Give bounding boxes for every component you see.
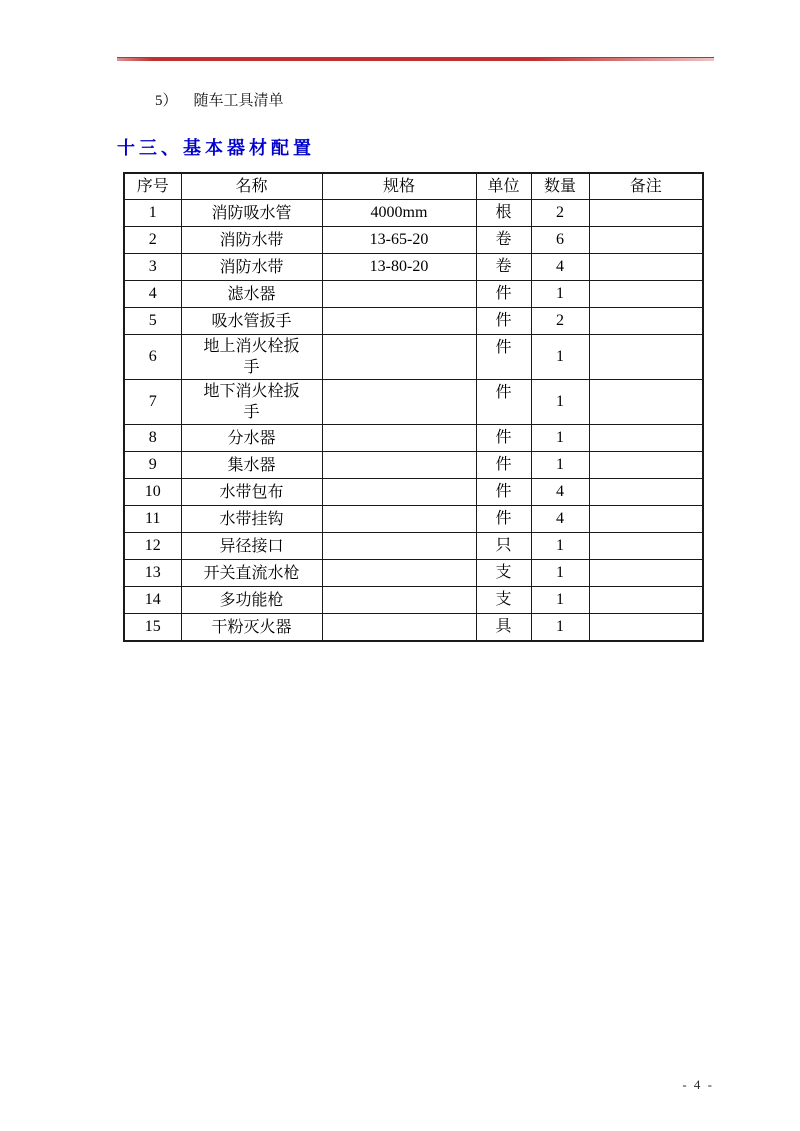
- item-spec: [322, 614, 476, 642]
- item-qty: 1: [531, 281, 589, 308]
- table-row: [124, 200, 703, 227]
- item-spec: [322, 380, 476, 425]
- item-unit: 件: [476, 425, 531, 452]
- row-number: 11: [124, 506, 181, 533]
- item-unit: 根: [476, 200, 531, 227]
- item-qty: 4: [531, 254, 589, 281]
- row-number: 9: [124, 452, 181, 479]
- item-qty: 1: [531, 614, 589, 642]
- item-spec: [322, 281, 476, 308]
- item-name: 消防水带: [181, 254, 322, 281]
- row-number: 3: [124, 254, 181, 281]
- item-spec: [322, 506, 476, 533]
- row-number: 14: [124, 587, 181, 614]
- item-note: [589, 479, 703, 506]
- item-qty: 1: [531, 587, 589, 614]
- item-unit: 件: [476, 281, 531, 308]
- item-unit: 支: [476, 560, 531, 587]
- row-number: 1: [124, 200, 181, 227]
- row-number: 13: [124, 560, 181, 587]
- item-note: [589, 200, 703, 227]
- item-unit: 件: [476, 380, 531, 425]
- table-row: [124, 227, 703, 254]
- item-unit: 件: [476, 506, 531, 533]
- list-item-text: 随车工具清单: [193, 93, 284, 109]
- table-row: [124, 425, 703, 452]
- item-spec: [322, 560, 476, 587]
- item-note: [589, 587, 703, 614]
- item-qty: 4: [531, 479, 589, 506]
- item-spec: [322, 533, 476, 560]
- item-qty: 2: [531, 308, 589, 335]
- item-name: 地下消火栓扳手: [181, 380, 322, 425]
- section-heading: 十三、基本器材配置: [117, 138, 315, 158]
- item-spec: [322, 335, 476, 380]
- table-row: [124, 308, 703, 335]
- item-qty: 2: [531, 200, 589, 227]
- table-row: [124, 479, 703, 506]
- item-name: 水带包布: [181, 479, 322, 506]
- table-row: [124, 560, 703, 587]
- item-unit: 件: [476, 335, 531, 380]
- table-row: [124, 614, 703, 642]
- item-name: 吸水管扳手: [181, 308, 322, 335]
- table-row: [124, 587, 703, 614]
- item-unit: 件: [476, 452, 531, 479]
- table-row: [124, 452, 703, 479]
- table-row: [124, 254, 703, 281]
- item-unit: 只: [476, 533, 531, 560]
- table-row: [124, 380, 703, 425]
- item-name: 集水器: [181, 452, 322, 479]
- item-note: [589, 227, 703, 254]
- table-row: [124, 281, 703, 308]
- item-qty: 1: [531, 452, 589, 479]
- item-qty: 6: [531, 227, 589, 254]
- row-number: 6: [124, 335, 181, 380]
- item-unit: 件: [476, 479, 531, 506]
- item-name: 干粉灭火器: [181, 614, 322, 642]
- list-item: [155, 92, 284, 110]
- page-number: - 4 -: [682, 1077, 714, 1092]
- item-note: [589, 452, 703, 479]
- row-number: 7: [124, 380, 181, 425]
- row-number: 10: [124, 479, 181, 506]
- item-spec: 13-65-20: [322, 227, 476, 254]
- item-note: [589, 254, 703, 281]
- item-note: [589, 560, 703, 587]
- row-number: 12: [124, 533, 181, 560]
- table-header-row: [124, 173, 703, 200]
- item-name: 水带挂钩: [181, 506, 322, 533]
- column-header: 数量: [531, 173, 589, 200]
- column-header: 备注: [589, 173, 703, 200]
- column-header: 名称: [181, 173, 322, 200]
- table-row: [124, 533, 703, 560]
- item-spec: [322, 587, 476, 614]
- item-qty: 1: [531, 335, 589, 380]
- table-body: [124, 200, 703, 642]
- item-unit: 卷: [476, 227, 531, 254]
- column-header: 单位: [476, 173, 531, 200]
- item-spec: 4000mm: [322, 200, 476, 227]
- item-note: [589, 533, 703, 560]
- item-spec: [322, 425, 476, 452]
- row-number: 15: [124, 614, 181, 642]
- column-header: 规格: [322, 173, 476, 200]
- item-qty: 1: [531, 425, 589, 452]
- item-note: [589, 425, 703, 452]
- item-spec: [322, 308, 476, 335]
- item-qty: 1: [531, 560, 589, 587]
- item-name: 地上消火栓扳手: [181, 335, 322, 380]
- item-unit: 卷: [476, 254, 531, 281]
- header-rule: [117, 57, 714, 61]
- item-unit: 支: [476, 587, 531, 614]
- item-note: [589, 380, 703, 425]
- item-name: 多功能枪: [181, 587, 322, 614]
- item-unit: 具: [476, 614, 531, 642]
- item-name: 开关直流水枪: [181, 560, 322, 587]
- row-number: 2: [124, 227, 181, 254]
- column-header: 序号: [124, 173, 181, 200]
- item-name: 分水器: [181, 425, 322, 452]
- item-note: [589, 506, 703, 533]
- row-number: 4: [124, 281, 181, 308]
- item-note: [589, 281, 703, 308]
- item-note: [589, 335, 703, 380]
- list-item-number: 5）: [155, 93, 178, 109]
- item-note: [589, 308, 703, 335]
- item-spec: [322, 479, 476, 506]
- row-number: 8: [124, 425, 181, 452]
- item-unit: 件: [476, 308, 531, 335]
- item-spec: [322, 452, 476, 479]
- item-name: 消防水带: [181, 227, 322, 254]
- item-note: [589, 614, 703, 642]
- item-name: 异径接口: [181, 533, 322, 560]
- row-number: 5: [124, 308, 181, 335]
- equipment-table: [123, 172, 704, 642]
- item-name: 滤水器: [181, 281, 322, 308]
- item-name: 消防吸水管: [181, 200, 322, 227]
- item-qty: 1: [531, 533, 589, 560]
- item-qty: 1: [531, 380, 589, 425]
- table-row: [124, 506, 703, 533]
- table-row: [124, 335, 703, 380]
- item-spec: 13-80-20: [322, 254, 476, 281]
- item-qty: 4: [531, 506, 589, 533]
